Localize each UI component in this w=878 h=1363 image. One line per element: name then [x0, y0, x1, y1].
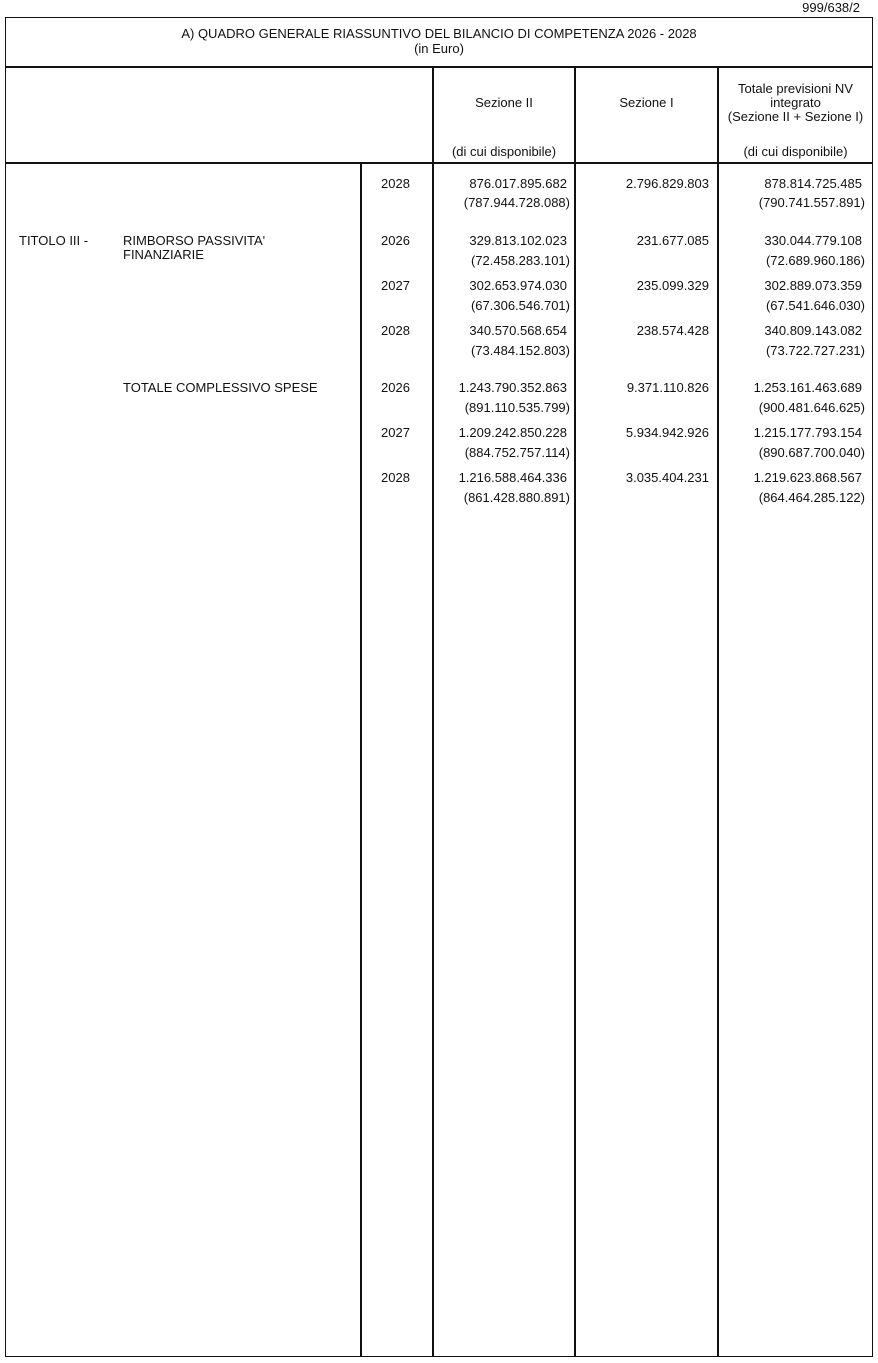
- row-label-line2: FINANZIARIE: [123, 247, 204, 262]
- row-sezione2-value: 1.209.242.850.228: [458, 425, 567, 440]
- row-sezione1-value: 9.371.110.826: [626, 380, 709, 395]
- row-year: 2028: [381, 323, 410, 338]
- header-totale-line1: Totale previsioni NV: [738, 81, 853, 96]
- row-sezione2-value: 302.653.974.030: [469, 278, 567, 293]
- row-label: RIMBORSO PASSIVITA': [123, 233, 266, 248]
- header-totale-line2: integrato: [770, 95, 821, 110]
- frame-top: [5, 17, 873, 18]
- header-sezione2-label: Sezione II: [475, 95, 533, 110]
- page-reference: 999/638/2: [802, 0, 860, 15]
- row-year: 2028: [381, 470, 410, 485]
- row-year: 2026: [381, 380, 410, 395]
- title-separator: [5, 66, 873, 68]
- row-sezione1-value: 235.099.329: [636, 278, 709, 293]
- header-totale-line3: (Sezione II + Sezione I): [727, 109, 864, 124]
- header-separator: [5, 162, 873, 164]
- row-totale-value: 340.809.143.082: [764, 323, 862, 338]
- row-sezione2-value: 1.243.790.352.863: [458, 380, 567, 395]
- row-totale-disponibile: (73.722.727.231): [765, 343, 865, 358]
- header-sezione1: [576, 96, 717, 110]
- row-sezione2-disponibile: (884.752.757.114): [464, 445, 570, 460]
- row-sezione2-disponibile: (787.944.728.088): [463, 195, 570, 210]
- header-sezione1-label: Sezione I: [619, 95, 674, 110]
- row-totale-value: 302.889.073.359: [764, 278, 862, 293]
- row-year: 2026: [381, 233, 410, 248]
- row-code: TITOLO III -: [19, 233, 89, 248]
- row-year: 2028: [381, 176, 410, 191]
- row-sezione1-value: 238.574.428: [636, 323, 709, 338]
- header-sezione2-sub-label: (di cui disponibile): [451, 144, 557, 159]
- row-totale-disponibile: (67.541.646.030): [765, 298, 865, 313]
- header-sezione2: [434, 96, 574, 110]
- row-sezione2-value: 1.216.588.464.336: [458, 470, 567, 485]
- row-year: 2027: [381, 278, 410, 293]
- row-sezione2-disponibile: (861.428.880.891): [463, 490, 570, 505]
- row-sezione1-value: 3.035.404.231: [625, 470, 709, 485]
- row-sezione2-value: 340.570.568.654: [469, 323, 567, 338]
- row-sezione2-value: 876.017.895.682: [469, 176, 567, 191]
- header-totale-sub: [719, 145, 872, 159]
- row-sezione1-value: 2.796.829.803: [625, 176, 709, 191]
- header-totale: [719, 82, 872, 124]
- row-totale-disponibile: (790.741.557.891): [758, 195, 865, 210]
- row-sezione1-value: 5.934.942.926: [625, 425, 709, 440]
- frame-bottom: [5, 1356, 873, 1357]
- row-sezione1-value: 231.677.085: [636, 233, 709, 248]
- row-totale-value: 330.044.779.108: [764, 233, 862, 248]
- row-totale-value: 1.253.161.463.689: [753, 380, 862, 395]
- row-sezione2-value: 329.813.102.023: [469, 233, 567, 248]
- column-divider-sezione1: [574, 67, 576, 1357]
- header-sezione2-sub: [434, 145, 574, 159]
- row-sezione2-disponibile: (72.458.283.101): [470, 253, 570, 268]
- column-divider-sezione2: [432, 67, 434, 1357]
- frame-left: [5, 17, 6, 1357]
- row-totale-disponibile: (890.687.700.040): [758, 445, 865, 460]
- row-label: TOTALE COMPLESSIVO SPESE: [123, 380, 318, 395]
- header-totale-sub-label: (di cui disponibile): [743, 144, 848, 159]
- report-title: [6, 26, 872, 56]
- row-sezione2-disponibile: (891.110.535.799): [464, 400, 570, 415]
- report-title-line1: A) QUADRO GENERALE RIASSUNTIVO DEL BILANCIO DI COMPETENZA 2026 - 2028: [181, 26, 697, 41]
- row-sezione2-disponibile: (73.484.152.803): [470, 343, 570, 358]
- column-divider-year: [360, 163, 362, 1357]
- row-totale-value: 1.219.623.868.567: [753, 470, 862, 485]
- row-totale-disponibile: (72.689.960.186): [765, 253, 865, 268]
- row-totale-value: 878.814.725.485: [764, 176, 862, 191]
- row-totale-disponibile: (864.464.285.122): [758, 490, 865, 505]
- frame-right: [872, 17, 873, 1357]
- row-totale-disponibile: (900.481.646.625): [758, 400, 865, 415]
- column-divider-totale: [717, 67, 719, 1357]
- report-title-unit: (in Euro): [414, 41, 464, 56]
- row-totale-value: 1.215.177.793.154: [753, 425, 862, 440]
- row-year: 2027: [381, 425, 410, 440]
- row-sezione2-disponibile: (67.306.546.701): [470, 298, 570, 313]
